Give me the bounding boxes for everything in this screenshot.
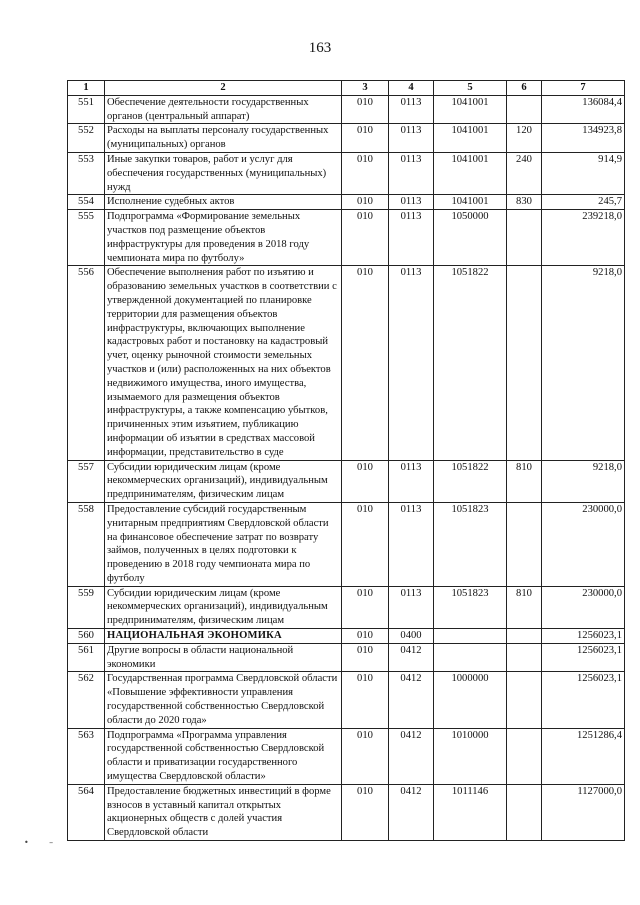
table-body — [68, 95, 625, 840]
row-code-6 — [507, 95, 542, 124]
row-code-3: 010 — [342, 210, 389, 266]
table-row — [68, 728, 625, 784]
budget-table — [67, 80, 625, 841]
row-name: Расходы на выплаты персоналу государственных (муниципальных) органов — [105, 124, 342, 153]
row-code-3: 010 — [342, 502, 389, 586]
row-name: Предоставление субсидий государственным унитарным предприятиям Свердловской области на финансовое обеспечение затрат по возврату займов, полученных в целях подготовки к проведению в 2018 году чемпионата мира по футболу — [105, 502, 342, 586]
row-amount: 245,7 — [542, 195, 625, 210]
row-name: НАЦИОНАЛЬНАЯ ЭКОНОМИКА — [105, 629, 342, 644]
row-name: Обеспечение выполнения работ по изъятию и образованию земельных участков в соответствии с утвержденной документацией по планировке территории для размещения объектов инфраструктуры, включающих выполнение кадастровых работ и постановку на кадастровый учет, оценку рыночной стоимости земельных участков и (или) расположенных на них объектов недвижимого имущества, иного имущества, изымаемого для размещения объектов инфраструктуры, а также компенсацию убытков, причиненных этим изъятием, публикацию информации об изъятии в средствах массовой информации, представительство в суде — [105, 266, 342, 460]
row-name: Другие вопросы в области национальной экономики — [105, 643, 342, 672]
row-number: 558 — [68, 502, 105, 586]
row-number: 557 — [68, 460, 105, 502]
row-code-4: 0400 — [389, 629, 434, 644]
row-amount: 239218,0 — [542, 210, 625, 266]
row-code-4: 0412 — [389, 672, 434, 728]
row-code-5 — [434, 643, 507, 672]
row-amount: 1251286,4 — [542, 728, 625, 784]
column-header: 2 — [105, 81, 342, 96]
row-name: Государственная программа Свердловской области «Повышение эффективности управления государственной собственностью Свердловской области до 2020 года» — [105, 672, 342, 728]
table-row — [68, 643, 625, 672]
row-code-3: 010 — [342, 195, 389, 210]
row-number: 560 — [68, 629, 105, 644]
row-amount: 9218,0 — [542, 460, 625, 502]
row-code-6: 240 — [507, 152, 542, 194]
row-code-3: 010 — [342, 95, 389, 124]
row-number: 554 — [68, 195, 105, 210]
row-amount: 1256023,1 — [542, 643, 625, 672]
table-row — [68, 95, 625, 124]
row-code-6 — [507, 728, 542, 784]
row-name: Субсидии юридическим лицам (кроме некоммерческих организаций), индивидуальным предпринимателям, физическим лицам — [105, 586, 342, 628]
row-amount: 230000,0 — [542, 502, 625, 586]
row-code-5: 1051823 — [434, 502, 507, 586]
row-number: 553 — [68, 152, 105, 194]
row-code-4: 0113 — [389, 152, 434, 194]
row-code-6: 830 — [507, 195, 542, 210]
row-code-5: 1050000 — [434, 210, 507, 266]
row-code-4: 0113 — [389, 586, 434, 628]
row-code-3: 010 — [342, 266, 389, 460]
row-code-5: 1051823 — [434, 586, 507, 628]
row-code-3: 010 — [342, 728, 389, 784]
row-code-6 — [507, 672, 542, 728]
row-code-4: 0113 — [389, 95, 434, 124]
column-header: 4 — [389, 81, 434, 96]
row-number: 556 — [68, 266, 105, 460]
row-code-5: 1051822 — [434, 266, 507, 460]
row-code-6: 810 — [507, 460, 542, 502]
row-code-3: 010 — [342, 784, 389, 840]
table-row — [68, 152, 625, 194]
row-number: 562 — [68, 672, 105, 728]
column-header: 1 — [68, 81, 105, 96]
row-code-3: 010 — [342, 672, 389, 728]
column-header: 7 — [542, 81, 625, 96]
row-code-3: 010 — [342, 586, 389, 628]
table-row — [68, 124, 625, 153]
row-code-4: 0412 — [389, 784, 434, 840]
row-code-4: 0113 — [389, 124, 434, 153]
table-row — [68, 460, 625, 502]
row-code-5: 1041001 — [434, 95, 507, 124]
row-code-3: 010 — [342, 460, 389, 502]
row-name: Исполнение судебных актов — [105, 195, 342, 210]
row-code-5: 1010000 — [434, 728, 507, 784]
row-number: 563 — [68, 728, 105, 784]
row-amount: 136084,4 — [542, 95, 625, 124]
row-code-5 — [434, 629, 507, 644]
row-code-4: 0113 — [389, 195, 434, 210]
row-code-3: 010 — [342, 643, 389, 672]
row-code-5: 1000000 — [434, 672, 507, 728]
row-code-6 — [507, 643, 542, 672]
scan-marks: • – — [24, 838, 54, 847]
table-row — [68, 672, 625, 728]
row-number: 552 — [68, 124, 105, 153]
row-name: Предоставление бюджетных инвестиций в форме взносов в уставный капитал открытых акционерных обществ с долей участия Свердловской области — [105, 784, 342, 840]
row-amount: 914,9 — [542, 152, 625, 194]
row-code-4: 0113 — [389, 266, 434, 460]
row-amount: 9218,0 — [542, 266, 625, 460]
row-code-6 — [507, 266, 542, 460]
row-amount: 1256023,1 — [542, 672, 625, 728]
row-code-4: 0412 — [389, 643, 434, 672]
row-name: Обеспечение деятельности государственных органов (центральный аппарат) — [105, 95, 342, 124]
row-code-5: 1051822 — [434, 460, 507, 502]
row-number: 555 — [68, 210, 105, 266]
table-row — [68, 784, 625, 840]
table-row — [68, 586, 625, 628]
table-row — [68, 266, 625, 460]
column-header: 5 — [434, 81, 507, 96]
table-header-row — [68, 81, 625, 96]
row-code-6 — [507, 210, 542, 266]
row-code-6 — [507, 502, 542, 586]
page-number: 163 — [308, 40, 332, 56]
table-row — [68, 210, 625, 266]
row-amount: 134923,8 — [542, 124, 625, 153]
row-code-5: 1041001 — [434, 124, 507, 153]
row-amount: 1127000,0 — [542, 784, 625, 840]
column-header: 6 — [507, 81, 542, 96]
table-row — [68, 502, 625, 586]
row-number: 559 — [68, 586, 105, 628]
row-code-4: 0113 — [389, 210, 434, 266]
row-code-6 — [507, 784, 542, 840]
row-code-5: 1011146 — [434, 784, 507, 840]
row-code-4: 0412 — [389, 728, 434, 784]
row-name: Подпрограмма «Формирование земельных участков под размещение объектов инфраструктуры для проведения в 2018 году чемпионата мира по футболу» — [105, 210, 342, 266]
row-code-6 — [507, 629, 542, 644]
row-code-3: 010 — [342, 124, 389, 153]
row-code-6: 810 — [507, 586, 542, 628]
table-row — [68, 629, 625, 644]
row-number: 564 — [68, 784, 105, 840]
row-code-5: 1041001 — [434, 195, 507, 210]
row-code-4: 0113 — [389, 460, 434, 502]
row-amount: 230000,0 — [542, 586, 625, 628]
row-code-4: 0113 — [389, 502, 434, 586]
row-code-5: 1041001 — [434, 152, 507, 194]
row-code-6: 120 — [507, 124, 542, 153]
row-code-3: 010 — [342, 152, 389, 194]
column-header: 3 — [342, 81, 389, 96]
row-number: 561 — [68, 643, 105, 672]
table-row — [68, 195, 625, 210]
row-name: Иные закупки товаров, работ и услуг для обеспечения государственных (муниципальных) нужд — [105, 152, 342, 194]
row-name: Субсидии юридическим лицам (кроме некоммерческих организаций), индивидуальным предпринимателям, физическим лицам — [105, 460, 342, 502]
row-name: Подпрограмма «Программа управления государственной собственностью Свердловской области и приватизации государственного имущества Свердловской области» — [105, 728, 342, 784]
row-amount: 1256023,1 — [542, 629, 625, 644]
row-code-3: 010 — [342, 629, 389, 644]
row-number: 551 — [68, 95, 105, 124]
